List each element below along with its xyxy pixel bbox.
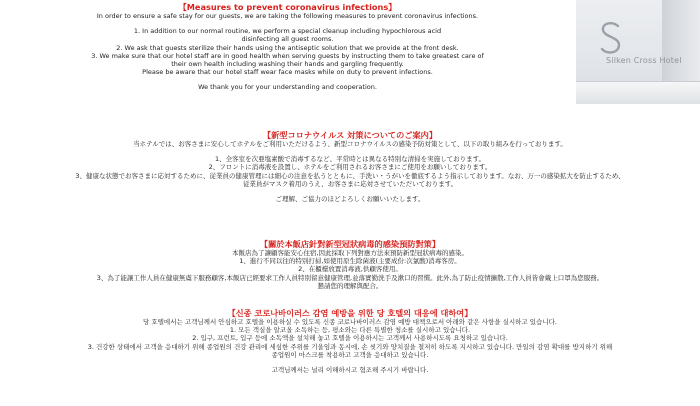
japanese-title: 【新型コロナウイルス 対策についてのご案内】 [262,130,438,140]
chinese-item-2: 2、在櫃檯放置消毒液,供顧客使用。 [298,265,402,274]
chinese-intro: 本飯店為了讓顧客能安心住宿,因此採取下列對應方法來預防新型冠狀病毒的感染。 [231,249,469,257]
english-thanks: We thank you for your understanding and cooperation. [198,83,377,92]
japanese-item-3-line-1: 3、健康な状態でお客さまに応対するために、従業員の健康管理には細心の注意を払うとともに、手洗い・うがいを徹底するよう指示しております。なお、万一の感染拡大を防止するため、 [75,171,625,180]
english-notice [0,2,575,92]
korean-item-3-line-1: 3. 건강한 상태에서 고객을 응대하기 위해 종업원의 건강 관리에 세심한 주위를 기울임과 동시에, 손 씻기와 양치질을 철저히 하도록 지시하고 있습니다. 만일의 감염 확대를 방지하기 위해 [87,342,613,351]
english-item-1-line-2: disinfecting all guest rooms. [241,35,334,44]
korean-item-2: 2. 입구, 프런트, 입구 등에 소독액을 설치해 놓고 호텔을 이용하시는 고객께서 사용하시도록 요청하고 있습니다. [192,334,508,343]
chinese-item-1: 1、進行不同以往的特別打掃,如使用原生除菌液(主要成份:次氯酸)消毒客房。 [239,257,461,266]
english-item-3-line-2: their own health including washing their hands and gargling frequently. [171,60,404,69]
korean-item-1: 1. 모든 객실을 알코올 소독하는 등, 평소와는 다른 특별한 청소를 실시하고 있습니다. [229,326,471,335]
front-desk-counter [576,81,700,104]
hotel-logo-text: Silken Cross Hotel [606,56,682,65]
english-item-3-line-3: Please be aware that our hotel staff wear face masks while on duty to prevent infections. [142,68,433,77]
korean-thanks: 고객님께서는 널리 이해하시고 협조해 주시기 바랍니다. [271,366,429,375]
japanese-intro: 当ホテルでは、お客さまに安心してホテルをご利用いただけるよう、新型コロナウイルスの感染予防対策として、以下の取り組みを行っております。 [133,140,567,148]
english-title: 【Measures to prevent coronavirus infections】 [178,2,397,12]
chinese-thanks: 懇請您的理解與配合。 [317,281,383,290]
japanese-item-3-line-2: 従業員がマスク着用のうえ、お客さまに応対させていただいております。 [242,179,458,188]
english-item-1-line-1: 1. In addition to our normal routine, we perform a special cleanup including hypochlorous acid [133,27,442,36]
hotel-lobby-logo-icon [598,20,624,56]
japanese-thanks: ご理解、ご協力のほどよろしくお願いいたします。 [275,195,425,204]
korean-notice [0,308,700,374]
japanese-item-1: 1、全客室を次亜塩素酸で消毒するなど、平常時とは異なる特別な清掃を実施しております。 [214,155,486,164]
korean-title: 【신종 코로나바이러스 감염 예방을 위한 당 호텔의 대응에 대하여】 [227,308,473,318]
chinese-item-3: 3、為了能讓工作人員在健康無虞下服務顧客,本飯店已經要求工作人員特別留意健康管理,並落實勤洗手及漱口的習慣。此外,為了防止疫情擴散,工作人員皆會戴上口罩為您服務。 [96,273,604,282]
english-item-2: 2. We ask that guests sterilize their hands using the antiseptic solution that we provide at the front desk. [116,43,459,52]
hotel-lobby-photo [576,0,700,104]
korean-item-3-line-2: 종업원이 마스크를 착용하고 고객을 응대하고 있습니다. [271,350,429,359]
english-item-3-line-1: 3. We make sure that our hotel staff are in good health when serving guests by instructing them to take greatest care of [91,51,484,60]
english-intro: In order to ensure a safe stay for our guests, we are taking the following measures to prevent coronavirus infections. [96,12,479,20]
korean-intro: 당 호텔에서는 고객님께서 안심하고 호텔을 이용하실 수 있도록 신종 코로나바이러스 감염 예방 대책으로서 아래와 같은 사항을 실시하고 있습니다. [143,318,557,326]
japanese-item-2: 2、フロントに消毒液を設置し、ホテルをご利用されるお客さまにご使用をお願いしております。 [208,163,492,172]
chinese-notice [0,239,700,290]
japanese-notice [0,130,700,203]
chinese-title: 【關於本飯店針對新型冠狀病毒的感染預防對策】 [259,239,441,249]
